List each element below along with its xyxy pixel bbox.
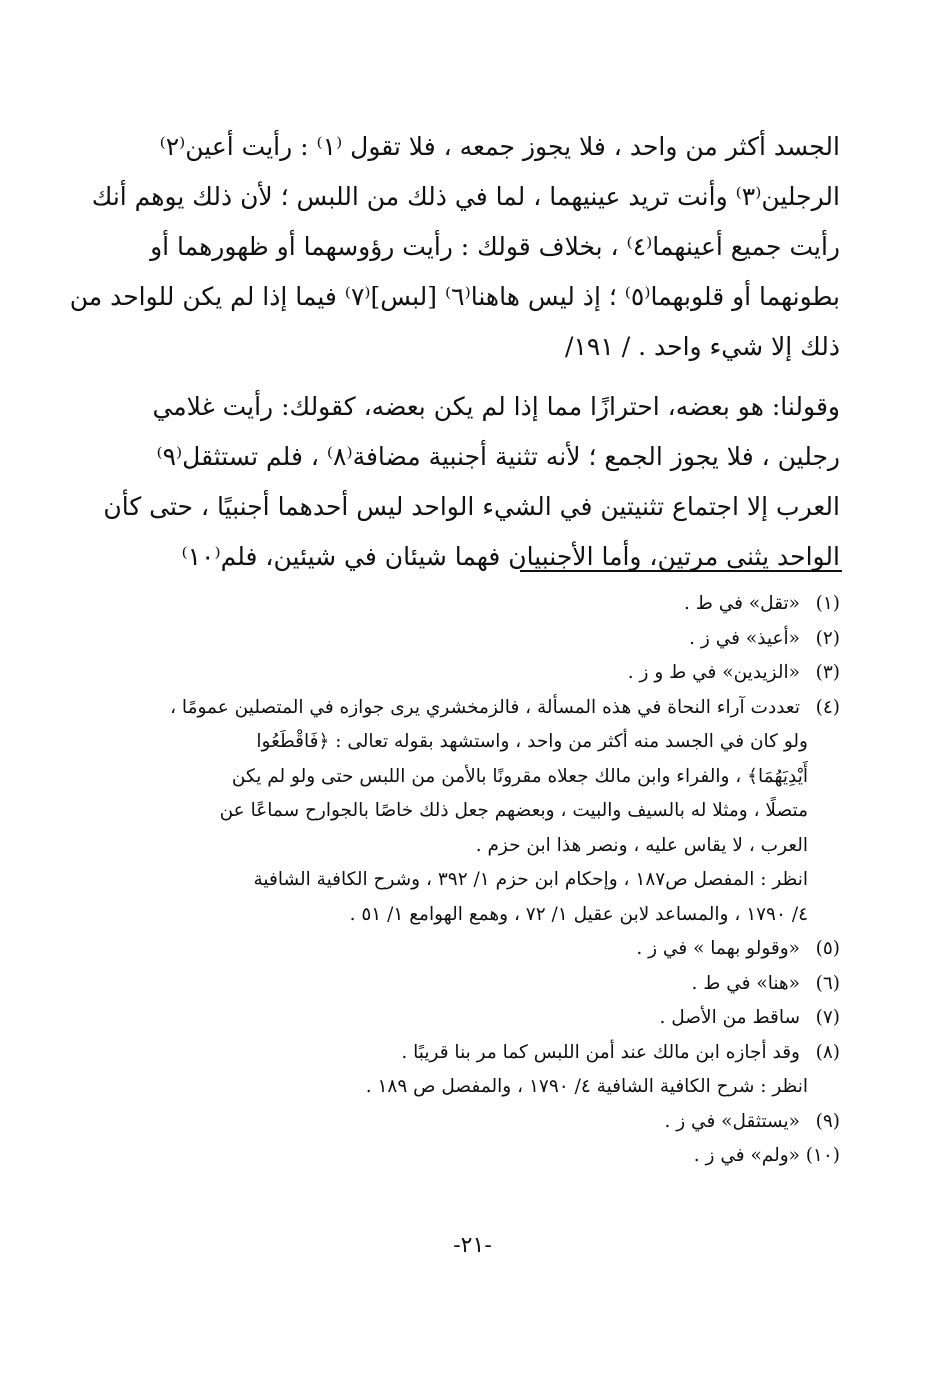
- footnote-number: (٤): [815, 696, 840, 718]
- footnote-4-reference: [105, 863, 840, 898]
- text-line: الجسد أكثر من واحد ، فلا يجوز جمعه ، فلا تقول ⁽١⁾ : رأيت أعين⁽٢⁾: [159, 132, 840, 161]
- footnote-3: [105, 656, 840, 691]
- page-number: -٢١-: [453, 1233, 492, 1258]
- footnote-9: [105, 1105, 840, 1140]
- footnote-text: «تقل» في ط .: [683, 593, 800, 614]
- text-line: الرجلين⁽٣⁾ وأنت تريد عينيهما ، لما في ذلك من اللبس ؛ لأن ذلك يوهم أنك: [91, 182, 840, 211]
- main-text: [69, 122, 840, 582]
- footnote-5: [105, 932, 840, 967]
- footnote-text: «هنا» في ط .: [691, 972, 800, 994]
- footnote-7: [105, 1001, 840, 1036]
- footnote-text: أَيْدِيَهُمَا﴾ ، والفراء وابن مالك جعلاه مقرونًا بالأمن من اللبس حتى ولو لم يكن: [231, 765, 808, 787]
- footnote-number: (٢): [815, 627, 840, 649]
- paragraph-1: [69, 122, 840, 372]
- text-line: رجلين ، فلا يجوز الجمع ؛ لأنه تثنية أجنبية مضافة⁽٨⁾ ، فلم تستثقل⁽٩⁾: [156, 442, 840, 471]
- paragraph-2: [105, 382, 840, 582]
- footnote-number: (١٠): [805, 1145, 840, 1166]
- footnote-text: متصلًا ، ومثلا له بالسيف والبيت ، وبعضهم جعل ذلك خاصًا بالجوارح سماعًا عن: [219, 800, 808, 821]
- footnotes: [105, 587, 840, 1174]
- footnote-10: [105, 1139, 840, 1174]
- footnote-4: [105, 691, 840, 726]
- footnote-text: العرب ، لا يقاس عليه ، ونصر هذا ابن حزم .: [475, 834, 808, 856]
- footnote-text: تعددت آراء النحاة في هذه المسألة ، فالزمخشري يرى جوازه في المتصلين عمومًا ،: [170, 696, 800, 718]
- footnote-number: (٦): [815, 972, 840, 994]
- text-line: رأيت جميع أعينهما⁽٤⁾ ، بخلاف قولك : رأيت رؤوسهما أو ظهورهما أو: [150, 232, 840, 261]
- text-line: بطونهما أو قلوبهما⁽٥⁾ ؛ إذ ليس هاهنا⁽٦⁾ [لبس]⁽٧⁾ فيما إذا لم يكن للواحد من: [69, 282, 840, 311]
- footnote-number: (١): [815, 593, 840, 614]
- footnote-number: (٥): [815, 938, 840, 959]
- text-line: الواحد يثنى مرتين، وأما الأجنبيان فهما شيئان في شيئين، فلم⁽١٠⁾: [181, 542, 840, 571]
- footnote-2: [105, 622, 840, 657]
- footnote-4-continued: [105, 829, 840, 864]
- footnote-text: ولو كان في الجسد منه أكثر من واحد ، واستشهد بقوله تعالى : ﴿فَاقْطَعُوا: [256, 731, 808, 752]
- footnote-text: ٤/ ١٧٩٠ ، والمساعد لابن عقيل ١/ ٧٢ ، وهمع الهوامع ١/ ٥١ .: [349, 903, 808, 925]
- footnote-text: انظر : المفصل ص١٨٧ ، وإحكام ابن حزم ١/ ٣٩٢ ، وشرح الكافية الشافية: [253, 869, 808, 890]
- footnote-text: وقد أجازه ابن مالك عند أمن اللبس كما مر بنا قريبًا .: [401, 1041, 800, 1063]
- footnote-1: [105, 587, 840, 622]
- footnote-8: [105, 1036, 840, 1071]
- footnote-4-continued: [105, 725, 840, 760]
- footnote-text: ساقط من الأصل .: [659, 1007, 800, 1028]
- footnote-text: انظر : شرح الكافية الشافية ٤/ ١٧٩٠ ، والمفصل ص ١٨٩ .: [365, 1076, 808, 1097]
- footnote-4-reference: [105, 898, 840, 933]
- footnote-number: (٩): [815, 1110, 840, 1132]
- footnote-text: «وقولو بهما » في ز .: [636, 938, 800, 959]
- footnote-number: (٧): [815, 1007, 840, 1028]
- footnote-separator: [520, 570, 842, 572]
- footnote-text: «أعيذ» في ز .: [689, 627, 800, 649]
- footnote-4-continued: [105, 760, 840, 795]
- footnote-8-reference: [105, 1070, 840, 1105]
- footnote-text: «ولم» في ز .: [693, 1145, 800, 1166]
- text-line: العرب إلا اجتماع تثنيتين في الشيء الواحد ليس أحدهما أجنبيًا ، حتى كأن: [103, 492, 840, 521]
- text-line: وقولنا: هو بعضه، احترازًا مما إذا لم يكن بعضه، كقولك: رأيت غلامي: [152, 392, 840, 421]
- footnote-4-continued: [105, 794, 840, 829]
- footnote-number: (٣): [815, 662, 840, 683]
- footnote-text: «الزيدين» في ط و ز .: [627, 662, 800, 683]
- text-line: ذلك إلا شيء واحد . / ١٩١/: [565, 332, 840, 361]
- footnote-number: (٨): [815, 1041, 840, 1063]
- footnote-6: [105, 967, 840, 1002]
- footnote-text: «يستثقل» في ز .: [664, 1110, 800, 1132]
